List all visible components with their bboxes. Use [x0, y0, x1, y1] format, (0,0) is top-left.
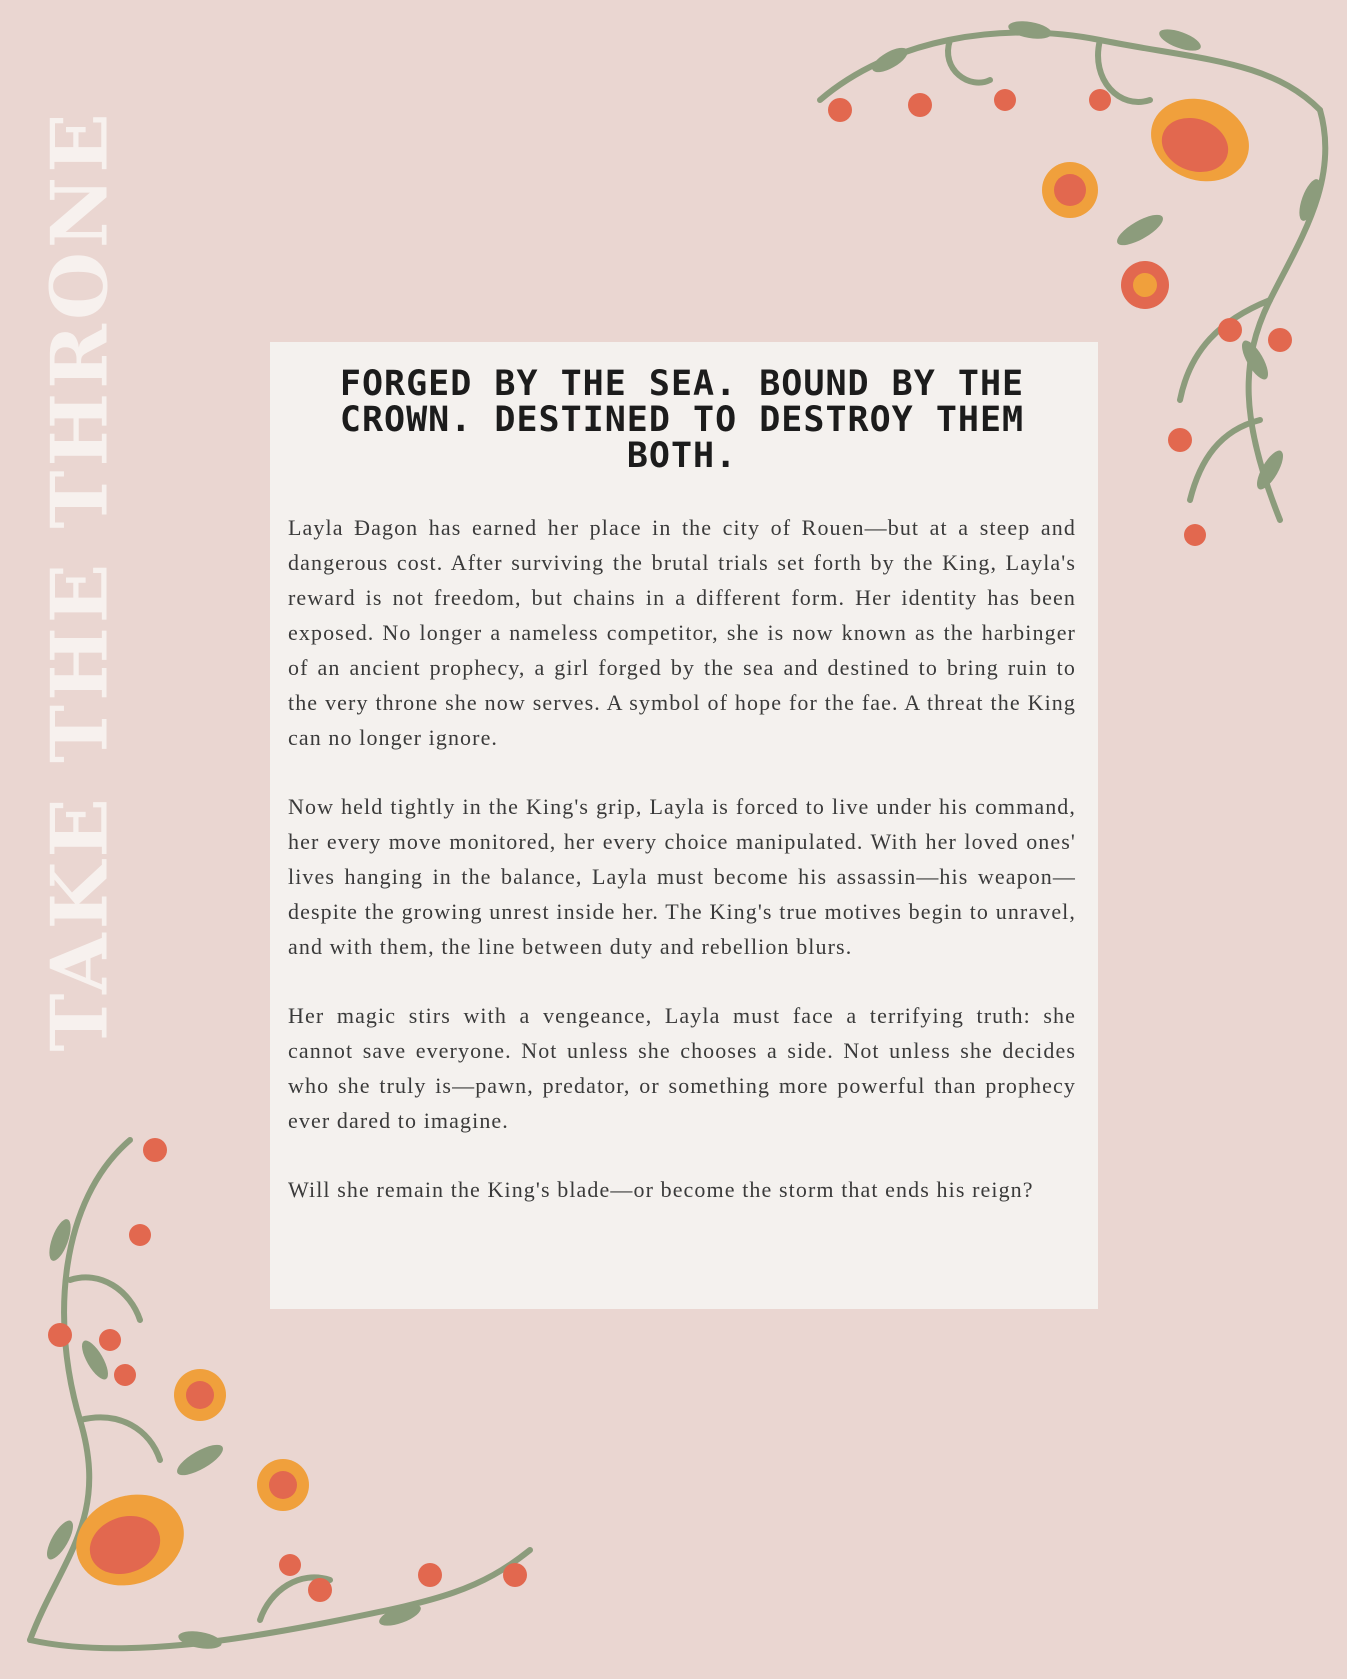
blurb-paragraph: Now held tightly in the King's grip, Layla is forced to live under his command, her every move monitored, her every choice manipulated. With her loved ones' lives hanging in the balance, Layla must become his assassin—his weapon—despite the growing unrest inside her. The King's true motives begin to unravel, and with them, the line between duty and rebellion blurs. — [288, 794, 1076, 959]
blurb-paragraph: Layla Đagon has earned her place in the city of Rouen—but at a steep and dangerous cost. After surviving the brutal trials set forth by the King, Layla's reward is not freedom, but chains in a different form. Her identity has been exposed. No longer a nameless competitor, she is now known as the harbinger of an ancient prophecy, a girl forged by the sea and destined to bring ruin to the very throne she now serves. A symbol of hope for the fae. A threat the King can no longer ignore. — [288, 515, 1076, 750]
side-title — [32, 108, 128, 1052]
blurb-paragraph: Will she remain the King's blade—or become the storm that ends his reign? — [288, 1177, 1034, 1202]
blurb-card — [270, 342, 1098, 1309]
blurb-heading: FORGED BY THE SEA. BOUND BY THE CROWN. DESTINED TO DESTROY THEM BOTH. — [339, 364, 1025, 476]
side-title-text: TAKE THE THRONE — [34, 108, 126, 1052]
blurb-paragraph: Her magic stirs with a vengeance, Layla must face a terrifying truth: she cannot save everyone. Not unless she chooses a side. Not unless she decides who she truly is—pawn, predator, or something more powerful than prophecy ever dared to imagine. — [288, 1003, 1076, 1133]
